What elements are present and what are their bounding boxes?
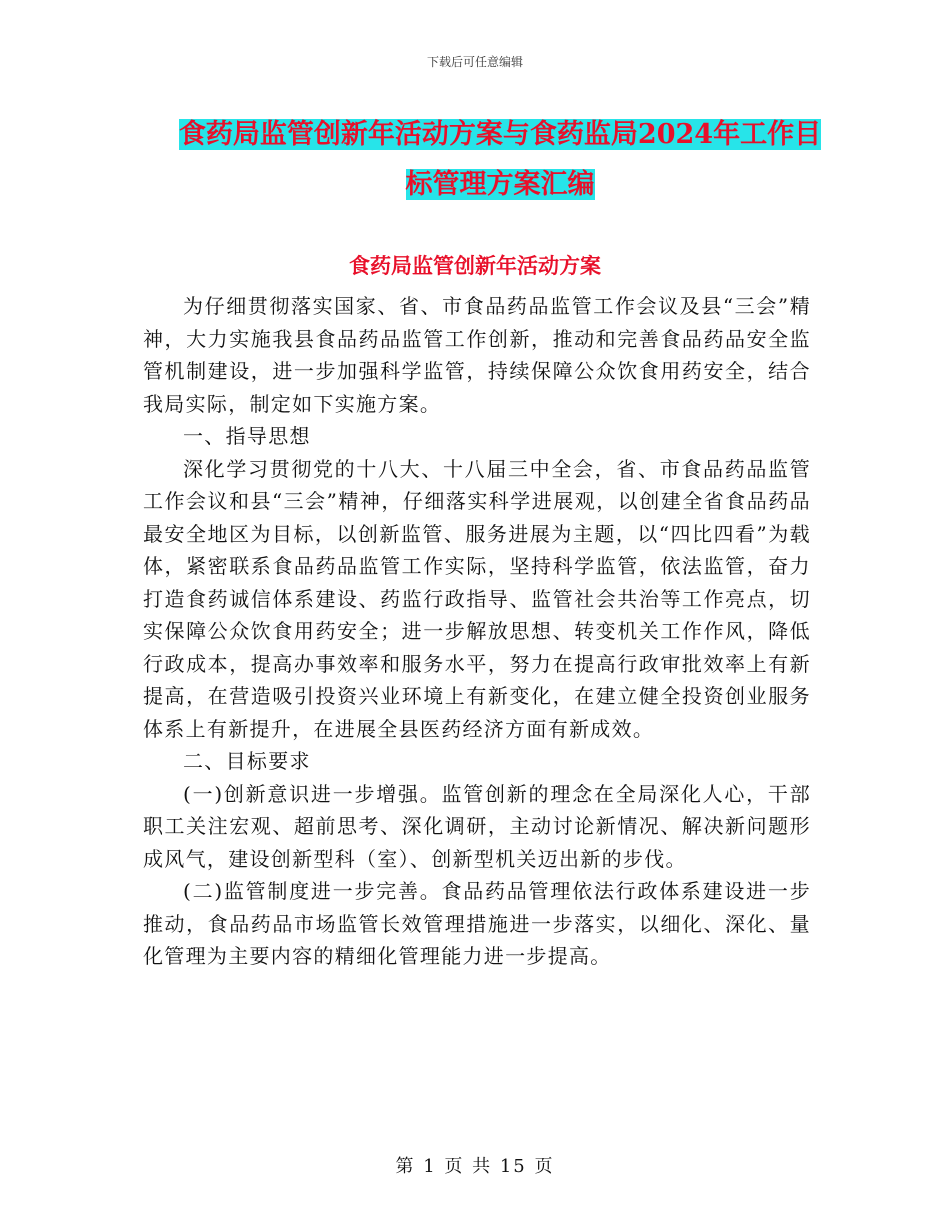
document-title-line-1: 食药局监管创新年活动方案与食药监局2024年工作目 bbox=[178, 119, 822, 150]
section-title: 食药局监管创新年活动方案 bbox=[349, 253, 601, 278]
document-title-line-2: 标管理方案汇编 bbox=[405, 169, 595, 200]
header-note: 下载后可任意编辑 bbox=[426, 55, 523, 69]
heading-guiding-ideology: 一、指导思想 bbox=[183, 424, 311, 448]
document-title bbox=[140, 110, 860, 210]
heading-goals: 二、目标要求 bbox=[183, 749, 311, 773]
page-number: 第 1 页 共 15 页 bbox=[395, 1156, 555, 1177]
paragraph-intro: 为仔细贯彻落实国家、省、市食品药品监管工作会议及县“三会”精神，大力实施我县食品药品监管工作创新，推动和完善食品药品安全监管机制建设，进一步加强科学监管，持续保障公众饮食用药安全，结合我局实际，制定如下实施方案。 bbox=[143, 294, 811, 416]
document-body bbox=[143, 290, 811, 973]
paragraph-goal-1: (一)创新意识进一步增强。监管创新的理念在全局深化人心，干部职工关注宏观、超前思考、深化调研，主动讨论新情况、解决新问题形成风气，建设创新型科（室）、创新型机关迈出新的步伐。 bbox=[143, 781, 811, 871]
paragraph-guiding-ideology: 深化学习贯彻党的十八大、十八届三中全会，省、市食品药品监管工作会议和县“三会”精神，仔细落实科学进展观，以创建全省食品药品最安全地区为目标，以创新监管、服务进展为主题，以“四比四看”为载体，紧密联系食品药品监管工作实际，坚持科学监管，依法监管，奋力打造食药诚信体系建设、药监行政指导、监管社会共治等工作亮点，切实保障公众饮食用药安全；进一步解放思想、转变机关工作作风，降低行政成本，提高办事效率和服务水平，努力在提高行政审批效率上有新提高，在营造吸引投资兴业环境上有新变化，在建立健全投资创业服务体系上有新提升，在进展全县医药经济方面有新成效。 bbox=[143, 456, 811, 741]
paragraph-goal-2: (二)监管制度进一步完善。食品药品管理依法行政体系建设进一步推动，食品药品市场监管长效管理措施进一步落实，以细化、深化、量化管理为主要内容的精细化管理能力进一步提高。 bbox=[143, 879, 811, 968]
